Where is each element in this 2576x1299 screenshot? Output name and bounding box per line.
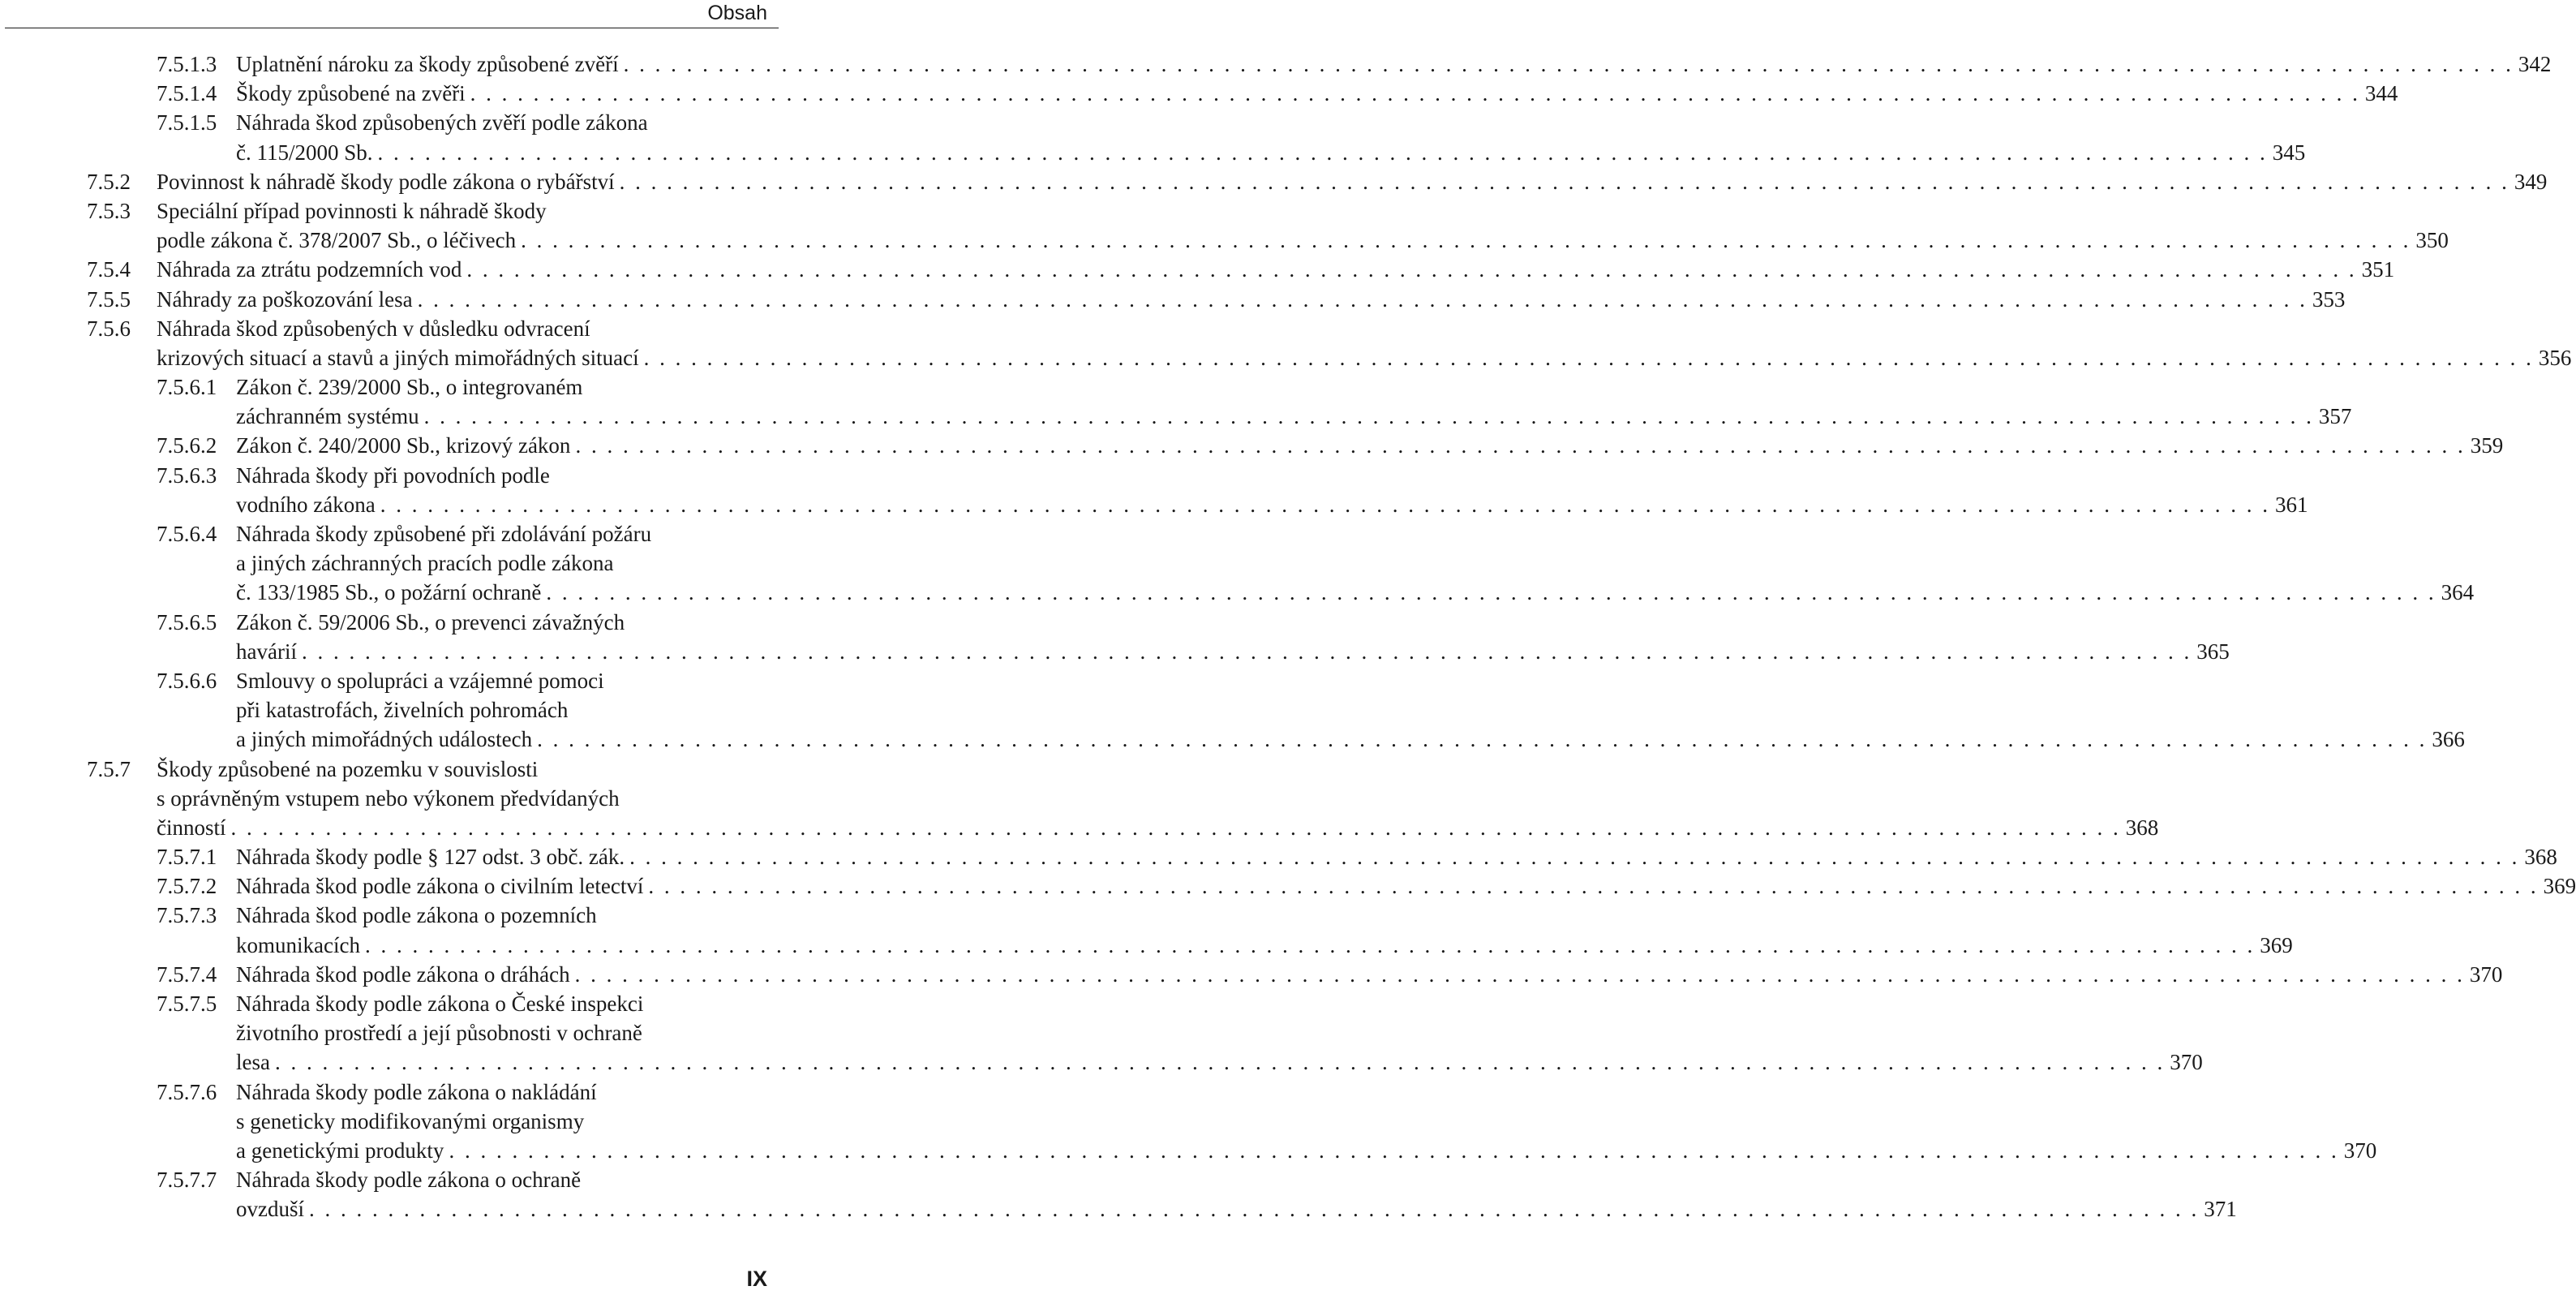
toc-entry-title: Náhrady za poškozování lesa [157,286,413,312]
toc-entry-line [0,1165,779,1194]
toc-entry-page: 370 [2343,1138,2377,1163]
toc-entry[interactable] [0,285,2346,314]
toc-entry-title: Náhrada škod podle zákona o civilním letectví [236,874,644,899]
toc-entry-line [0,666,779,695]
toc-entry-line [0,578,2475,607]
toc-entry-line [0,226,2449,255]
toc-entry-line [0,314,779,343]
toc-entry[interactable] [0,372,2352,431]
toc-entry-title: Zákon č. 240/2000 Sb., krizový zákon [236,433,571,458]
dot-leader: . . . . . . . . . . . . . . . . . . . . . . . . . . . . . . . . . . . . . . . . . . . . . . . . . . . . . . . . . . . . . . . . . . . . . . . . . . . . . . . . . . . . . . . . . . . . . . . . . . . . . . . . . . . . . . . . . . . . . . . . [380,492,2270,517]
dot-leader: . . . . . . . . . . . . . . . . . . . . . . . . . . . . . . . . . . . . . . . . . . . . . . . . . . . . . . . . . . . . . . . . . . . . . . . . . . . . . . . . . . . . . . . . . . . . . . . . . . . . . . . . . . . . . . . . . . . . . . . . [575,433,2466,458]
toc-entry-page: 365 [2196,639,2230,664]
toc-entry-page: 349 [2514,169,2548,194]
toc-entry-line [0,842,2557,871]
toc-entry-line [0,431,2504,460]
toc-entry-page: 370 [2469,961,2503,987]
toc-entry-page: 366 [2432,727,2465,752]
toc-entry-line [0,1077,779,1107]
toc-entry-title: Smlouvy o spolupráci a vzájemné pomoci [236,668,604,693]
toc-entry-line [0,901,779,930]
dot-leader: . . . . . . . . . . . . . . . . . . . . . . . . . . . . . . . . . . . . . . . . . . . . . . . . . . . . . . . . . . . . . . . . . . . . . . . . . . . . . . . . . . . . . . . . . . . . . . . . . . . . . . . . . . . . . . . . . . . . . . . . [301,639,2192,664]
toc-entry-number: 7.5.7.1 [157,845,217,870]
dot-leader: . . . . . . . . . . . . . . . . . . . . . . . . . . . . . . . . . . . . . . . . . . . . . . . . . . . . . . . . . . . . . . . . . . . . . . . . . . . . . . . . . . . . . . . . . . . . . . . . . . . . . . . . . . . . . . . . . . . . . . . . [546,580,2436,605]
toc-entry-line [0,138,2306,167]
toc-entry[interactable] [0,108,2306,166]
toc-entry-title: Speciální případ povinnosti k náhradě škody [157,198,547,223]
toc-entry[interactable] [0,79,2398,108]
toc-entry-number: 7.5.7.3 [157,903,217,928]
toc-entry-line [0,1047,2203,1077]
toc-entry-line [0,1018,779,1047]
toc-entry-title: a jiných záchranných pracích podle zákona [236,551,614,576]
toc-entry[interactable] [0,901,2293,959]
toc-entry-title: vodního zákona [236,492,376,517]
toc-entry-title: ovzduší [236,1197,304,1222]
toc-entry-title: podle zákona č. 378/2007 Sb., o léčivech [157,228,517,253]
dot-leader: . . . . . . . . . . . . . . . . . . . . . . . . . . . . . . . . . . . . . . . . . . . . . . . . . . . . . . . . . . . . . . . . . . . . . . . . . . . . . . . . . . . . . . . . . . . . . . . . . . . . . . . . . . . . . . . . . . . . . . . . [623,52,2514,76]
toc-entry-title: Zákon č. 59/2006 Sb., o prevenci závažných [236,609,625,634]
toc-entry-page: 345 [2272,140,2306,165]
toc-entry-line [0,871,2576,901]
dot-leader: . . . . . . . . . . . . . . . . . . . . . . . . . . . . . . . . . . . . . . . . . . . . . . . . . . . . . . . . . . . . . . . . . . . . . . . . . . . . . . . . . . . . . . . . . . . . . . . . . . . . . . . . . . . . . . . . . . . . . . . . [309,1197,2200,1222]
toc-entry-number: 7.5.6 [87,316,131,341]
toc-entry-line [0,989,779,1018]
toc-entry-number: 7.5.6.6 [157,668,217,693]
toc-entry-page: 369 [2543,874,2576,899]
toc-entry-page: 344 [2364,81,2398,106]
toc-entry-number: 7.5.4 [87,257,131,282]
toc-entry-title: č. 133/1985 Sb., o požární ochraně [236,580,542,605]
dot-leader: . . . . . . . . . . . . . . . . . . . . . . . . . . . . . . . . . . . . . . . . . . . . . . . . . . . . . . . . . . . . . . . . . . . . . . . . . . . . . . . . . . . . . . . . . . . . . . . . . . . . . . . . . . . . . . . . . . . . . . . . [643,345,2534,370]
toc-entry-page: 369 [2260,932,2293,957]
toc-entry-page: 353 [2312,286,2346,312]
dot-leader: . . . . . . . . . . . . . . . . . . . . . . . . . . . . . . . . . . . . . . . . . . . . . . . . . . . . . . . . . . . . . . . . . . . . . . . . . . . . . . . . . . . . . . . . . . . . . . . . . . . . . . . . . . . . . . . . . . . . . . . . [629,845,2520,870]
toc-entry-line [0,725,2465,754]
toc-entry-title: při katastrofách, živelních pohromách [236,698,569,723]
toc-entry-title: životního prostředí a její působnosti v ochraně [236,1021,642,1046]
toc-entry-line [0,695,779,725]
dot-leader: . . . . . . . . . . . . . . . . . . . . . . . . . . . . . . . . . . . . . . . . . . . . . . . . . . . . . . . . . . . . . . . . . . . . . . . . . . . . . . . . . . . . . . . . . . . . . . . . . . . . . . . . . . . . . . . . . . . . . . . . [377,140,2268,165]
toc-entry-number: 7.5.7.5 [157,991,217,1016]
dot-leader: . . . . . . . . . . . . . . . . . . . . . . . . . . . . . . . . . . . . . . . . . . . . . . . . . . . . . . . . . . . . . . . . . . . . . . . . . . . . . . . . . . . . . . . . . . . . . . . . . . . . . . . . . . . . . . . . . . . . . . . . [449,1138,2339,1163]
toc-entry-number: 7.5.1.3 [157,52,217,76]
toc-entry-page: 356 [2538,345,2572,370]
toc-entry-title: Zákon č. 239/2000 Sb., o integrovaném [236,375,583,400]
dot-leader: . . . . . . . . . . . . . . . . . . . . . . . . . . . . . . . . . . . . . . . . . . . . . . . . . . . . . . . . . . . . . . . . . . . . . . . . . . . . . . . . . . . . . . . . . . . . . . . . . . . . . . . . . . . . . . . . . . . . . . . . [521,228,2411,253]
toc-entry-title: s oprávněným vstupem nebo výkonem předvídaných [157,785,620,811]
toc-entry-line [0,960,2503,989]
toc-entry-title: lesa [236,1050,270,1075]
toc-entry-line [0,519,779,548]
toc-entry-line [0,608,779,637]
toc-entry-line [0,196,779,226]
toc-entry-title: Náhrada škody způsobené při zdolávání požáru [236,522,652,546]
dot-leader: . . . . . . . . . . . . . . . . . . . . . . . . . . . . . . . . . . . . . . . . . . . . . . . . . . . . . . . . . . . . . . . . . . . . . . . . . . . . . . . . . . . . . . . . . . . . . . . . . . . . . . . . . . . . . . . . . . . . . . . . [648,874,2539,899]
toc-entry-line [0,167,2548,196]
toc-entry-line [0,1107,779,1136]
toc-entry-number: 7.5.7.6 [157,1079,217,1104]
toc-entry[interactable] [0,989,2203,1077]
dot-leader: . . . . . . . . . . . . . . . . . . . . . . . . . . . . . . . . . . . . . . . . . . . . . . . . . . . . . . . . . . . . . . . . . . . . . . . . . . . . . . . . . . . . . . . . . . . . . . . . . . . . . . . . . . . . . . . . . . . . . . . . [230,815,2121,840]
dot-leader: . . . . . . . . . . . . . . . . . . . . . . . . . . . . . . . . . . . . . . . . . . . . . . . . . . . . . . . . . . . . . . . . . . . . . . . . . . . . . . . . . . . . . . . . . . . . . . . . . . . . . . . . . . . . . . . . . . . . . . . . [466,257,2357,282]
dot-leader: . . . . . . . . . . . . . . . . . . . . . . . . . . . . . . . . . . . . . . . . . . . . . . . . . . . . . . . . . . . . . . . . . . . . . . . . . . . . . . . . . . . . . . . . . . . . . . . . . . . . . . . . . . . . . . . . . . . . . . . . [619,169,2509,194]
toc-entry[interactable] [0,1077,2377,1166]
toc-entry-title: Uplatnění nároku za škody způsobené zvěří [236,52,619,76]
toc-entry-line [0,548,779,578]
dot-leader: . . . . . . . . . . . . . . . . . . . . . . . . . . . . . . . . . . . . . . . . . . . . . . . . . . . . . . . . . . . . . . . . . . . . . . . . . . . . . . . . . . . . . . . . . . . . . . . . . . . . . . . . . . . . . . . . . . . . . . . . [537,727,2428,752]
toc-entry-line [0,755,779,784]
toc-entry[interactable] [0,842,2557,871]
toc-entry-title: krizových situací a stavů a jiných mimořádných situací [157,345,639,370]
toc-entry-page: 364 [2441,580,2475,605]
toc-entry-number: 7.5.6.4 [157,522,217,546]
toc-entry-line [0,784,779,813]
dot-leader: . . . . . . . . . . . . . . . . . . . . . . . . . . . . . . . . . . . . . . . . . . . . . . . . . . . . . . . . . . . . . . . . . . . . . . . . . . . . . . . . . . . . . . . . . . . . . . . . . . . . . . . . . . . . . . . . . . . . . . . . [574,961,2465,987]
toc-entry[interactable] [0,666,2465,755]
toc-entry-page: 368 [2524,845,2557,870]
toc-entry-number: 7.5.7.2 [157,874,217,899]
toc-entry-number: 7.5.5 [87,286,131,312]
toc-entry-title: Náhrada škody podle § 127 odst. 3 obč. zák. [236,845,625,870]
toc-entry[interactable] [0,431,2504,460]
toc-entry[interactable] [0,1165,2237,1224]
toc-entry-line [0,372,779,402]
toc-entry-title: Náhrada škody podle zákona o nakládání [236,1079,597,1104]
toc-entry-page: 350 [2415,228,2449,253]
toc-entry-page: 351 [2361,257,2395,282]
toc-entry-number: 7.5.7.7 [157,1168,217,1193]
toc-entry[interactable] [0,255,2395,284]
toc-entry-line [0,49,2552,79]
toc-entry-line [0,461,779,490]
toc-entry-title: činností [157,815,226,840]
toc-entry-number: 7.5.1.5 [157,110,217,135]
page-number-label: IX [746,1267,767,1291]
toc-entry-title: s geneticky modifikovanými organismy [236,1108,585,1133]
dot-leader: . . . . . . . . . . . . . . . . . . . . . . . . . . . . . . . . . . . . . . . . . . . . . . . . . . . . . . . . . . . . . . . . . . . . . . . . . . . . . . . . . . . . . . . . . . . . . . . . . . . . . . . . . . . . . . . . . . . . . . . . [274,1050,2166,1075]
toc-entry[interactable] [0,519,2475,608]
toc-entry-title: č. 115/2000 Sb. [236,140,373,165]
toc-entry-title: Náhrada škod způsobených zvěří podle zákona [236,110,648,135]
dot-leader: . . . . . . . . . . . . . . . . . . . . . . . . . . . . . . . . . . . . . . . . . . . . . . . . . . . . . . . . . . . . . . . . . . . . . . . . . . . . . . . . . . . . . . . . . . . . . . . . . . . . . . . . . . . . . . . . . . . . . . . . [423,404,2314,429]
toc-entry-title: Náhrada škody při povodních podle [236,462,550,488]
toc-entry-number: 7.5.2 [87,169,131,194]
toc-entry[interactable] [0,49,2552,79]
running-header: Obsah [707,2,767,24]
toc-entry-number: 7.5.1.4 [157,81,217,106]
toc-entry-line [0,931,2293,960]
toc-entry-number: 7.5.6.3 [157,462,217,488]
toc-entry-title: Škody způsobené na pozemku v souvislosti [157,756,539,781]
toc-entry-page: 357 [2318,404,2352,429]
toc-entry-number: 7.5.6.2 [157,433,217,458]
toc-entry-line [0,637,2230,666]
toc-entry[interactable] [0,314,2572,372]
toc-entry-page: 342 [2518,52,2552,76]
toc-entry-title: záchranném systému [236,404,419,429]
dot-leader: . . . . . . . . . . . . . . . . . . . . . . . . . . . . . . . . . . . . . . . . . . . . . . . . . . . . . . . . . . . . . . . . . . . . . . . . . . . . . . . . . . . . . . . . . . . . . . . . . . . . . . . . . . . . . . . . . . . . . . . . [470,81,2360,106]
toc-entry-page: 371 [2204,1197,2237,1222]
toc-entry-line [0,490,2308,519]
toc-entry-line [0,343,2572,372]
toc-entry-title: Náhrada škod způsobených v důsledku odvracení [157,316,590,341]
toc-entry[interactable] [0,461,2308,519]
toc-entry-number: 7.5.3 [87,198,131,223]
toc-entry-number: 7.5.6.5 [157,609,217,634]
toc-entry-number: 7.5.7 [87,756,131,781]
dot-leader: . . . . . . . . . . . . . . . . . . . . . . . . . . . . . . . . . . . . . . . . . . . . . . . . . . . . . . . . . . . . . . . . . . . . . . . . . . . . . . . . . . . . . . . . . . . . . . . . . . . . . . . . . . . . . . . . . . . . . . . . [364,932,2256,957]
toc-entry-page: 368 [2125,815,2159,840]
toc-entry-line [0,402,2352,431]
toc-entry-title: a jiných mimořádných událostech [236,727,533,752]
toc-entry[interactable] [0,755,2159,843]
toc-entry[interactable] [0,196,2449,255]
toc-entry-line [0,1194,2237,1224]
toc-entry-line [0,108,779,137]
toc-entry[interactable] [0,871,2576,901]
toc-entry-page: 361 [2274,492,2308,517]
toc-entry-line [0,813,2159,842]
toc-entry-title: Povinnost k náhradě škody podle zákona o rybářství [157,169,615,194]
toc-entry-page: 370 [2170,1050,2203,1075]
table-of-contents [0,49,2576,1224]
toc-entry-line [0,285,2346,314]
toc-entry-title: Náhrada škod podle zákona o dráhách [236,961,570,987]
toc-entry[interactable] [0,960,2503,989]
toc-entry-title: a genetickými produkty [236,1138,444,1163]
toc-entry[interactable] [0,608,2230,666]
toc-entry-line [0,79,2398,108]
toc-entry-title: Náhrada škod podle zákona o pozemních [236,903,597,928]
toc-entry-number: 7.5.7.4 [157,961,217,987]
toc-entry-title: Škody způsobené na zvěři [236,81,466,106]
dot-leader: . . . . . . . . . . . . . . . . . . . . . . . . . . . . . . . . . . . . . . . . . . . . . . . . . . . . . . . . . . . . . . . . . . . . . . . . . . . . . . . . . . . . . . . . . . . . . . . . . . . . . . . . . . . . . . . . . . . . . . . . [417,286,2308,312]
toc-entry-title: Náhrada škody podle zákona o České inspekci [236,991,644,1016]
toc-entry-title: havárií [236,639,297,664]
toc-entry[interactable] [0,167,2548,196]
toc-entry-title: komunikacích [236,932,360,957]
toc-entry-page: 359 [2470,433,2504,458]
toc-entry-title: Náhrada za ztrátu podzemních vod [157,257,462,282]
toc-entry-line [0,255,2395,284]
toc-entry-line [0,1136,2377,1165]
toc-entry-number: 7.5.6.1 [157,375,217,400]
toc-entry-title: Náhrada škody podle zákona o ochraně [236,1168,582,1193]
